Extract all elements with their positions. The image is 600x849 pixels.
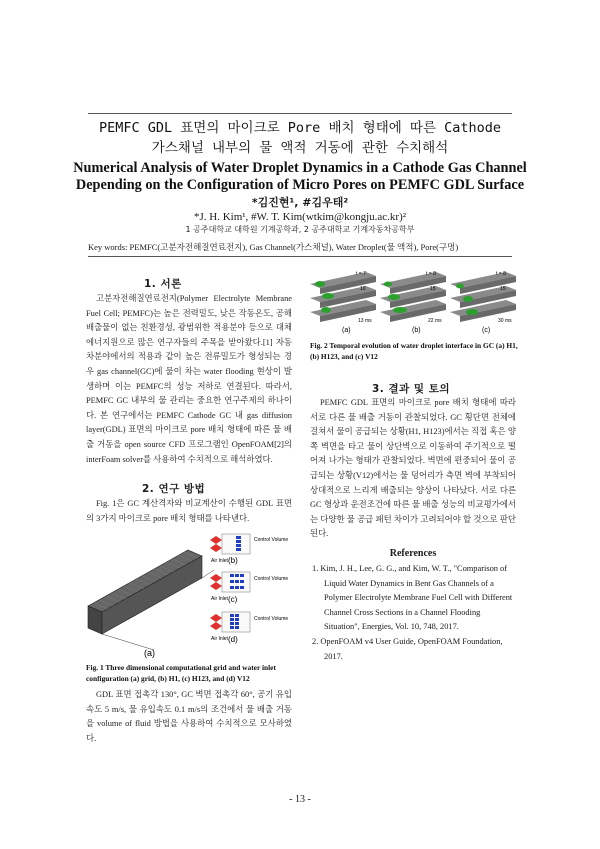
title-english bbox=[40, 160, 560, 194]
channel-grid bbox=[88, 550, 214, 650]
fig2-time-c-1: 15 bbox=[500, 286, 506, 292]
page-number: - 13 - bbox=[289, 794, 311, 805]
fig2-column-c bbox=[450, 271, 516, 334]
title-korean bbox=[40, 118, 560, 158]
fig1-air-inlet-b: Air Inlet bbox=[211, 558, 228, 564]
affiliation: 1 공주대학교 대학원 기계공학과, 2 공주대학교 기계자동차공학부 bbox=[185, 225, 415, 234]
keywords: Key words: PEMFC(고분자전해질연료전지), Gas Channel(가스채널), Water Droplet(물 액적), Pore(구멍) bbox=[88, 242, 459, 252]
section-1-paragraph: 고분자전해질연료전지(Polymer Electrolyte Membrane Fuel Cell; PEMFC)는 높은 전력밀도, 낮은 작동온도, 공해배출물이 없는 친환경성, 광범위한 적용분야 등으로 대체에너지원으로 많은 연구자들의 주목을 받아왔다.[1] 자동차분야에서의 적용과 같이 높은 전류밀도가 형성되는 경우 gas channel(GC)에 물이 차는 water flooding 현상이 발생하며 이는 PEMFC의 성능 저하로 연결된다. 따라서, PEMFC GC 내부의 물 관리는 중요한 연구주제의 하나이다. 본 연구에서는 PEMFC Cathode GC 내 gas diffusion layer(GDL) 표면의 마이크로 pore 배치 형태에 따른 물 배출 거동을 open source CFD 프로그램인 OpenFOAM[2]의 interFoam solver를 사용하여 수치적으로 해석하였다. bbox=[86, 294, 292, 464]
title-english-line1: Numerical Analysis of Water Droplet Dynamics in a Cathode Gas Channel bbox=[73, 160, 527, 176]
fig2-time-a-0: t = 7 bbox=[356, 271, 366, 277]
fig2-label-c: (c) bbox=[482, 327, 491, 334]
fig1-control-volume-c: Control Volume bbox=[254, 576, 289, 582]
fig2-time-a-2: 13 ms bbox=[358, 318, 372, 324]
section-3-paragraph: PEMFC GDL 표면의 마이크로 pore 배치 형태에 따라 서로 다른 물 배출 거동이 관찰되었다. GC 횡단면 전체에 걸쳐서 물이 공급되는 상황(H1, H123)에서는 직접 혹은 양쪽 벽면을 타고 물이 상단벽으로 이동하여 주기적으로 떨어져 나가는 형태가 관찰되었다. 벽면에 편중되어 물이 공급되는 상황(V12)에서는 물 덩어리가 측면 벽에 부착되어 상대적으로 느리게 배출되는 양상이 나타났다. 서로 다른 GC 형상과 운전조건에 따른 물 배출 성능의 비교평가에서는 다양한 물 공급 패턴 차이가 고려되어야 할 것으로 판단된다. bbox=[310, 398, 516, 539]
section-2-paragraph: Fig. 1은 GC 계산격자와 비교계산이 수행된 GDL 표면의 3가지 마이크로 pore 배치 형태를 나타낸다. bbox=[86, 499, 292, 523]
section-1-text bbox=[86, 292, 292, 467]
fig1-control-volume-b: Control Volume bbox=[254, 537, 289, 543]
references-title: References bbox=[389, 548, 437, 559]
fig1-panel-b bbox=[210, 534, 288, 565]
fig1-label-a: (a) bbox=[144, 648, 155, 658]
top-rule bbox=[88, 113, 512, 114]
section-2-paragraph-2: GDL 표면 접촉각 130°, GC 벽면 접촉각 60°, 공기 유입속도 5 m/s, 물 유입속도 0.1 m/s의 조건에서 물 배출 거동을 volume of fluid 방법을 사용하여 수치적으로 모사하였다. bbox=[86, 690, 292, 743]
fig2-time-b-0: t = 8 bbox=[426, 271, 436, 277]
fig2-time-b-1: 15 bbox=[430, 286, 436, 292]
fig1-air-inlet-d: Air Inlet bbox=[211, 636, 228, 642]
section-2-text-2 bbox=[86, 688, 292, 746]
fig2-label-b: (b) bbox=[412, 327, 421, 334]
fig1-control-volume-d: Control Volume bbox=[254, 616, 289, 622]
fig2-column-a bbox=[310, 271, 376, 334]
fig1-label-d: (d) bbox=[228, 635, 238, 644]
fig1-panel-c bbox=[210, 572, 288, 604]
reference-item: 2. OpenFOAM v4 User Guide, OpenFOAM Foundation, 2017. bbox=[312, 636, 503, 661]
section-3-text bbox=[310, 396, 516, 542]
authors-korean: *김진현¹, #김우태² bbox=[251, 196, 349, 209]
fig2-time-b-2: 22 ms bbox=[428, 318, 442, 324]
figure-1-caption: Fig. 1 Three dimensional computational grid and water inlet configuration (a) grid, (b) H1, (c) H123, and (d) V12 bbox=[86, 663, 276, 683]
fig2-time-a-1: 10 bbox=[360, 286, 366, 292]
reference-item: 1. Kim, J. H., Lee, G. G., and Kim, W. T., "Comparison of Liquid Water Dynamics in Bent Gas Channels of a Polymer Electrolyte Membrane Fuel Cell with Different Channel Cross Sections in a Channel Flooding Situation", Energies, Vol. 10, 748, 2017. bbox=[312, 564, 513, 632]
authors-english: *J. H. Kim¹, #W. T. Kim(wtkim@kongju.ac.kr)² bbox=[193, 211, 407, 223]
figure-2 bbox=[308, 266, 520, 334]
figure-1 bbox=[84, 530, 296, 660]
references-list bbox=[310, 562, 516, 664]
fig1-label-c: (c) bbox=[228, 595, 238, 604]
fig2-column-b bbox=[380, 271, 446, 334]
section-2-title: 2. 연구 방법 bbox=[142, 483, 206, 495]
title-korean-line1: PEMFC GDL 표면의 마이크로 Pore 배치 형태에 따른 Cathode bbox=[98, 120, 502, 136]
keywords-rule bbox=[88, 256, 512, 257]
title-english-line2: Depending on the Configuration of Micro Pores on PEMFC GDL Surface bbox=[75, 177, 525, 193]
fig1-air-inlet-c: Air Inlet bbox=[211, 596, 228, 602]
fig2-time-c-2: 30 ms bbox=[498, 318, 512, 324]
section-3-title: 3. 결과 및 토의 bbox=[372, 383, 450, 395]
figure-2-caption: Fig. 2 Temporal evolution of water droplet interface in GC (a) H1, (b) H123, and (c) V12 bbox=[310, 341, 518, 361]
fig1-label-b: (b) bbox=[228, 556, 238, 565]
section-1-title: 1. 서론 bbox=[144, 278, 182, 290]
fig2-time-c-0: t = 8 bbox=[496, 271, 506, 277]
section-2-text bbox=[86, 497, 292, 526]
fig2-label-a: (a) bbox=[342, 327, 351, 334]
title-korean-line2: 가스채널 내부의 물 액적 거동에 관한 수치해석 bbox=[151, 140, 449, 156]
fig1-panel-d bbox=[210, 612, 288, 644]
